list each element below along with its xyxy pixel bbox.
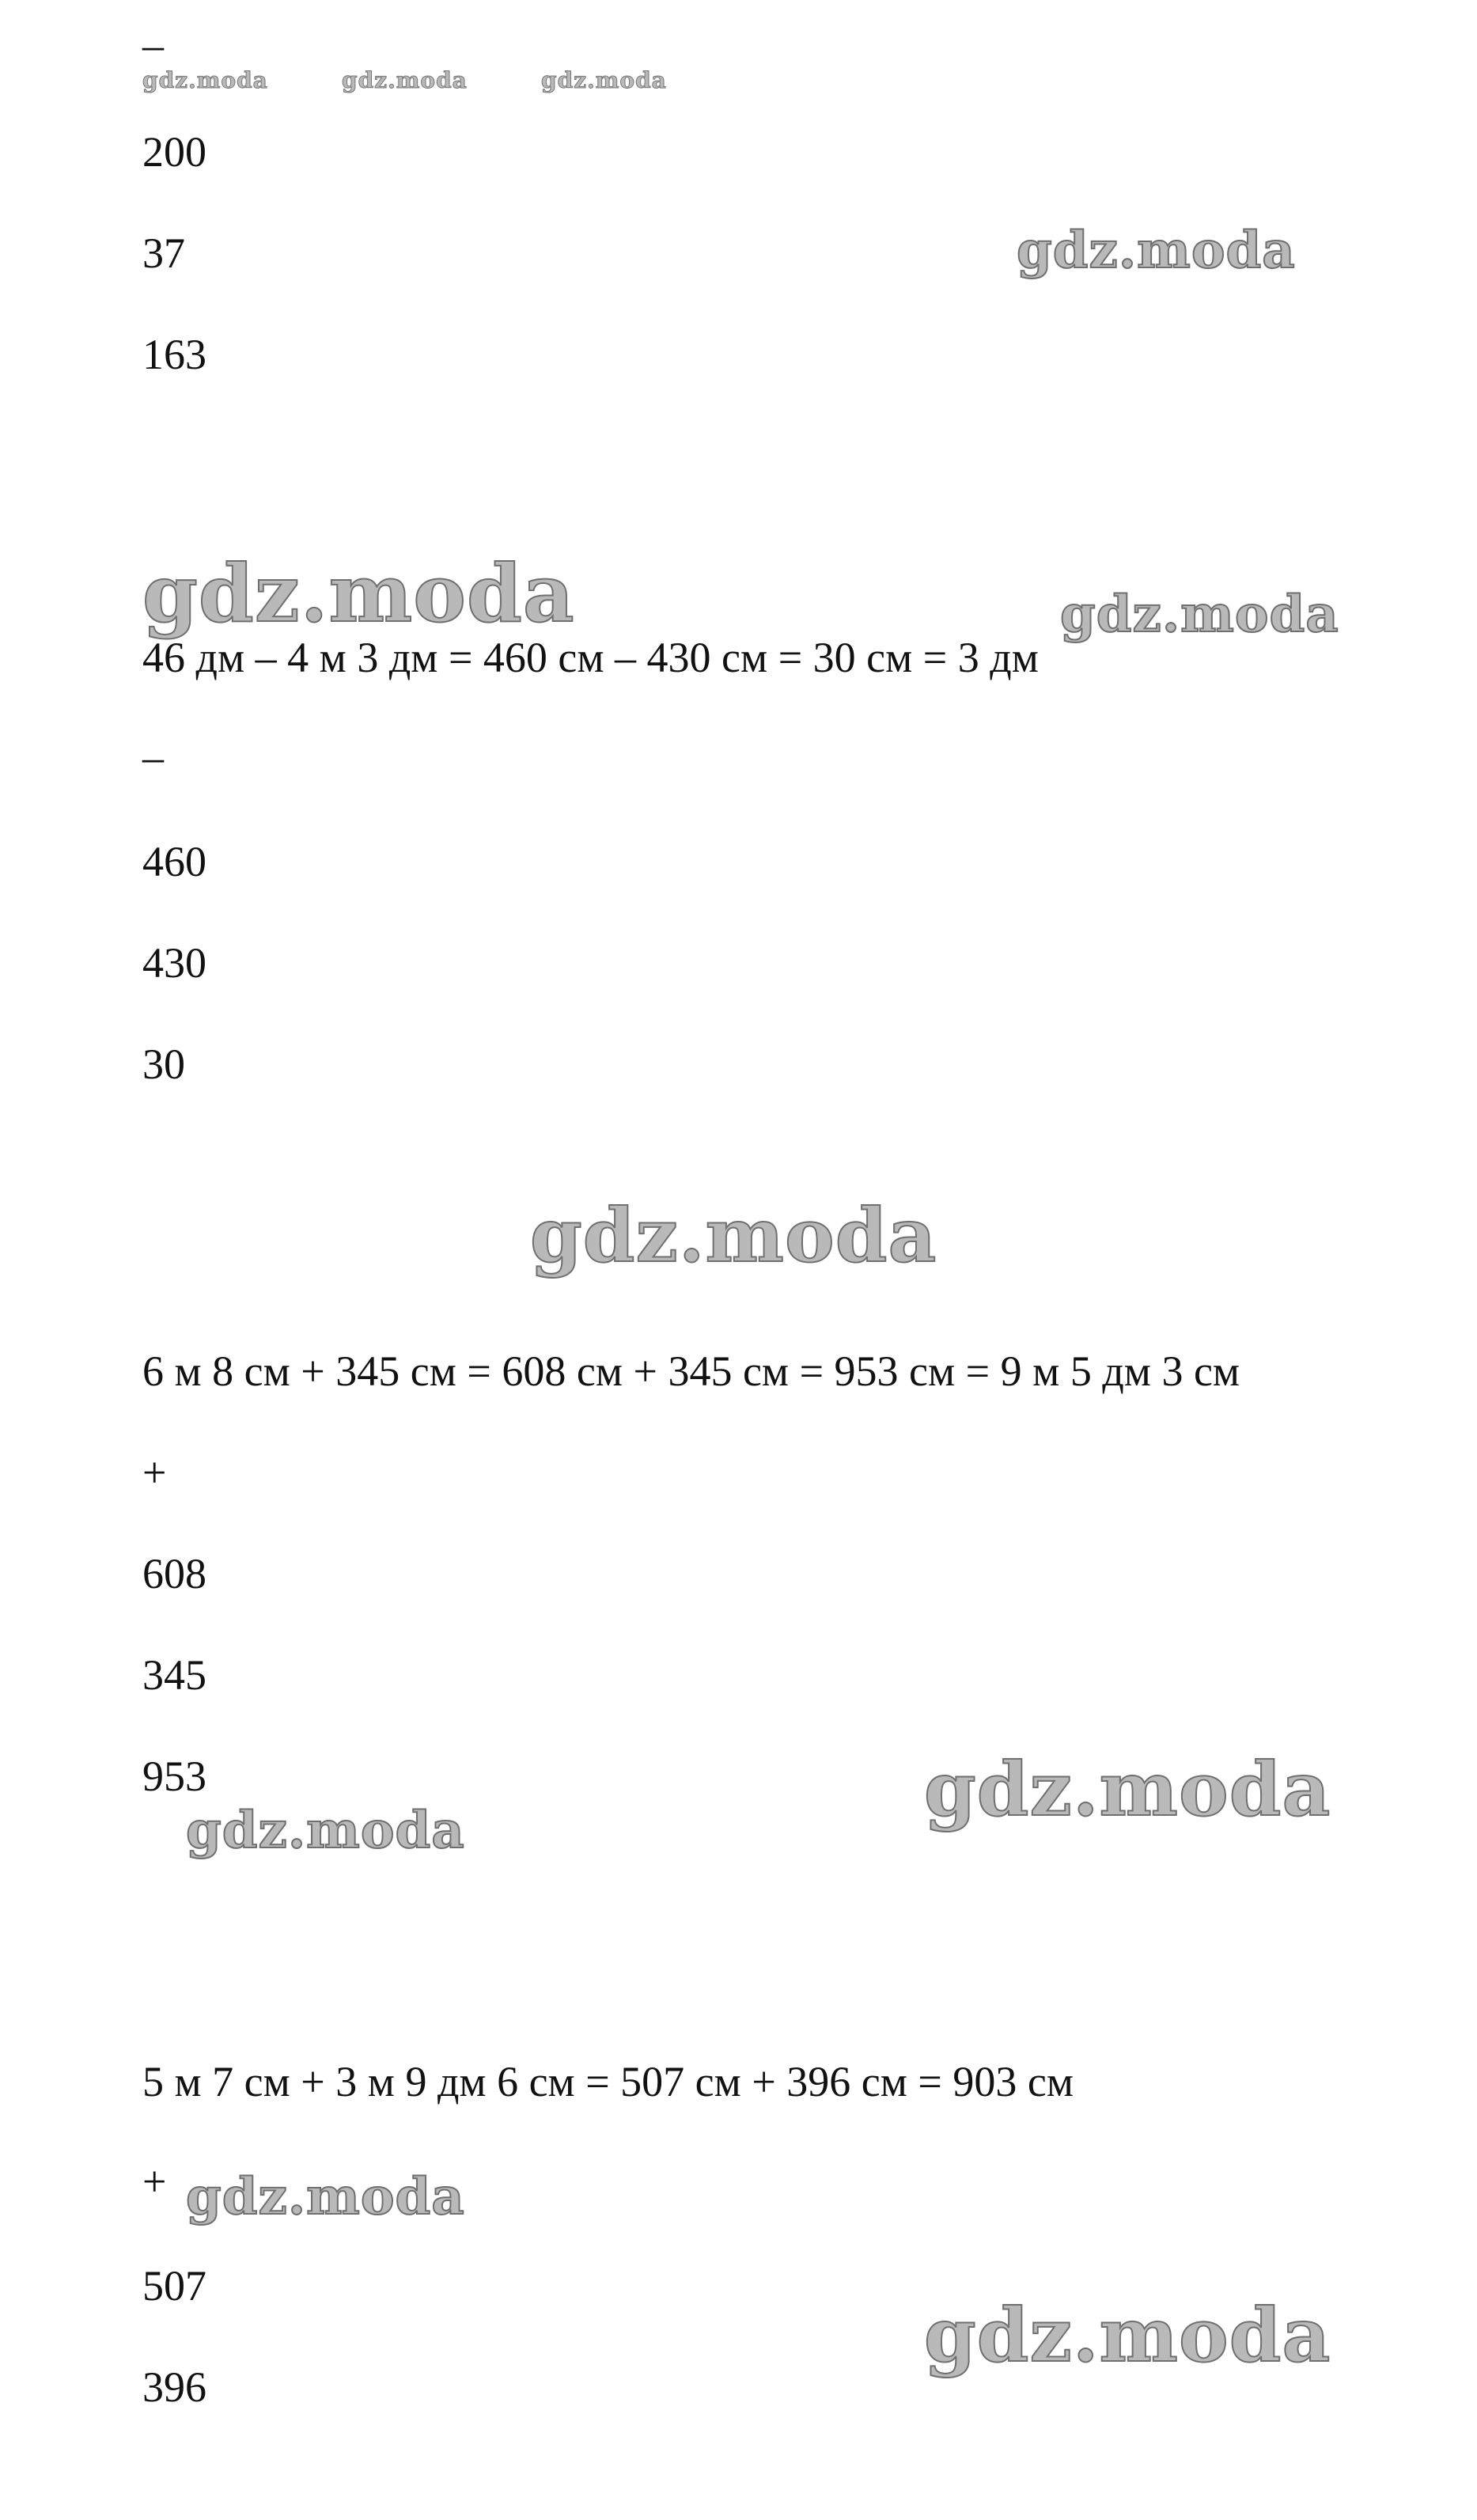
watermark: gdz.moda: [186, 2167, 465, 2226]
watermark: gdz.moda: [142, 67, 268, 93]
equation-line: 6 м 8 см + 345 см = 608 см + 345 см = 953 см = 9 м 5 дм 3 см: [142, 1347, 1240, 1395]
addend: 396: [142, 2363, 206, 2411]
addend: 507: [142, 2262, 206, 2310]
equation-line: 46 дм – 4 м 3 дм = 460 см – 430 см = 30 см = 3 дм: [142, 634, 1039, 681]
watermark: gdz.moda: [1060, 585, 1339, 644]
watermark: gdz.moda: [342, 67, 468, 93]
watermark: gdz.moda: [530, 1192, 937, 1279]
minus-sign: –: [142, 21, 164, 69]
subtrahend: 430: [142, 939, 206, 987]
watermark: gdz.moda: [924, 1746, 1331, 1833]
minuend: 460: [142, 838, 206, 885]
watermark: gdz.moda: [924, 2292, 1331, 2379]
watermark: gdz.moda: [142, 547, 575, 640]
sum: 953: [142, 1753, 206, 1800]
watermark: gdz.moda: [1017, 221, 1296, 280]
watermark: gdz.moda: [541, 67, 667, 93]
minuend: 200: [142, 128, 206, 176]
plus-sign: +: [142, 1449, 167, 1496]
plus-sign: +: [142, 2158, 167, 2205]
minus-sign: –: [142, 733, 164, 781]
subtrahend: 37: [142, 229, 185, 277]
watermark: gdz.moda: [186, 1801, 465, 1860]
difference: 163: [142, 331, 206, 378]
addend: 345: [142, 1651, 206, 1699]
equation-line: 5 м 7 см + 3 м 9 дм 6 см = 507 см + 396 см = 903 см: [142, 2058, 1074, 2105]
difference: 30: [142, 1040, 185, 1088]
addend: 608: [142, 1550, 206, 1597]
